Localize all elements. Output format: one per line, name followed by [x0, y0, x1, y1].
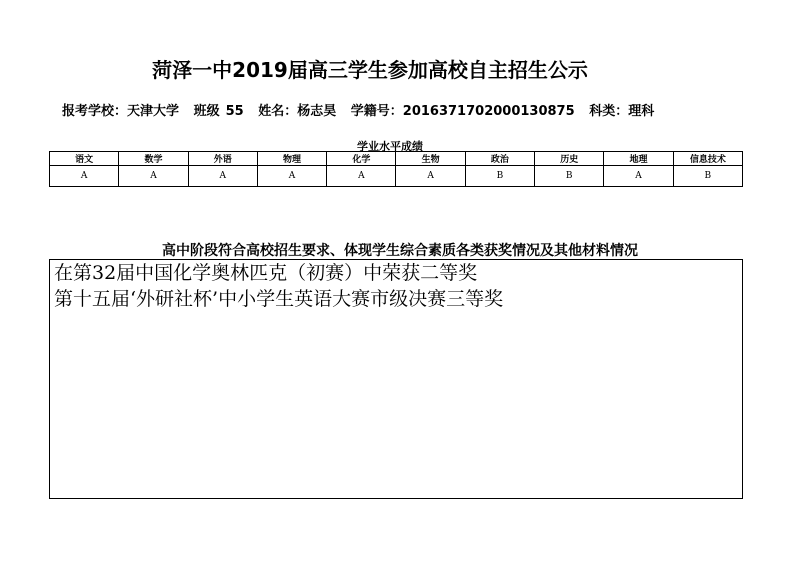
- class-field: [194, 104, 244, 119]
- subject-header: 物理: [257, 152, 326, 166]
- subject-header: 政治: [465, 152, 534, 166]
- subject-header: 信息技术: [673, 152, 742, 166]
- student-id-label: 学籍号：: [350, 104, 403, 119]
- grade-cell: B: [673, 166, 742, 187]
- subject-header: 化学: [327, 152, 396, 166]
- subject-header: 生物: [396, 152, 465, 166]
- awards-caption: 高中阶段符合高校招生要求、体现学生综合素质各类获奖情况及其他材料情况: [162, 243, 638, 259]
- grades-table: [49, 151, 743, 187]
- grade-cell: B: [535, 166, 604, 187]
- award-item: 第十五届‘外研社杯’中小学生英语大赛市级决赛三等奖: [54, 288, 504, 310]
- name-label: 姓名：: [258, 104, 298, 119]
- name-field: [258, 104, 336, 119]
- track-field: [589, 104, 654, 119]
- subject-header: 数学: [119, 152, 188, 166]
- grade-cell: A: [257, 166, 326, 187]
- grade-cell: B: [465, 166, 534, 187]
- page-title: 菏泽一中2019届高三学生参加高校自主招生公示: [152, 58, 588, 82]
- school-value: 天津大学: [127, 104, 180, 119]
- subject-header: 语文: [50, 152, 119, 166]
- class-label: 班级: [193, 104, 220, 119]
- name-value: 杨志昊: [297, 104, 337, 119]
- school-label: 报考学校：: [62, 104, 128, 119]
- grade-cell: A: [119, 166, 188, 187]
- track-value: 理科: [628, 104, 655, 119]
- student-id-field: [351, 104, 575, 119]
- grade-cell: A: [50, 166, 119, 187]
- grades-header-row: [50, 152, 743, 166]
- subject-header: 历史: [535, 152, 604, 166]
- class-value: 55: [225, 104, 244, 119]
- grade-cell: A: [327, 166, 396, 187]
- awards-box: [49, 259, 743, 499]
- track-label: 科类：: [589, 104, 629, 119]
- grade-cell: A: [188, 166, 257, 187]
- subject-header: 地理: [604, 152, 673, 166]
- student-id-value: 2016371702000130875: [402, 104, 575, 119]
- grade-cell: A: [396, 166, 465, 187]
- grades-caption: 学业水平成绩: [357, 140, 423, 153]
- subject-header: 外语: [188, 152, 257, 166]
- student-info: [62, 100, 664, 119]
- award-item: 在第32届中国化学奥林匹克（初赛）中荣获二等奖: [54, 262, 478, 284]
- school-field: [62, 104, 179, 119]
- grades-value-row: [50, 166, 743, 187]
- grade-cell: A: [604, 166, 673, 187]
